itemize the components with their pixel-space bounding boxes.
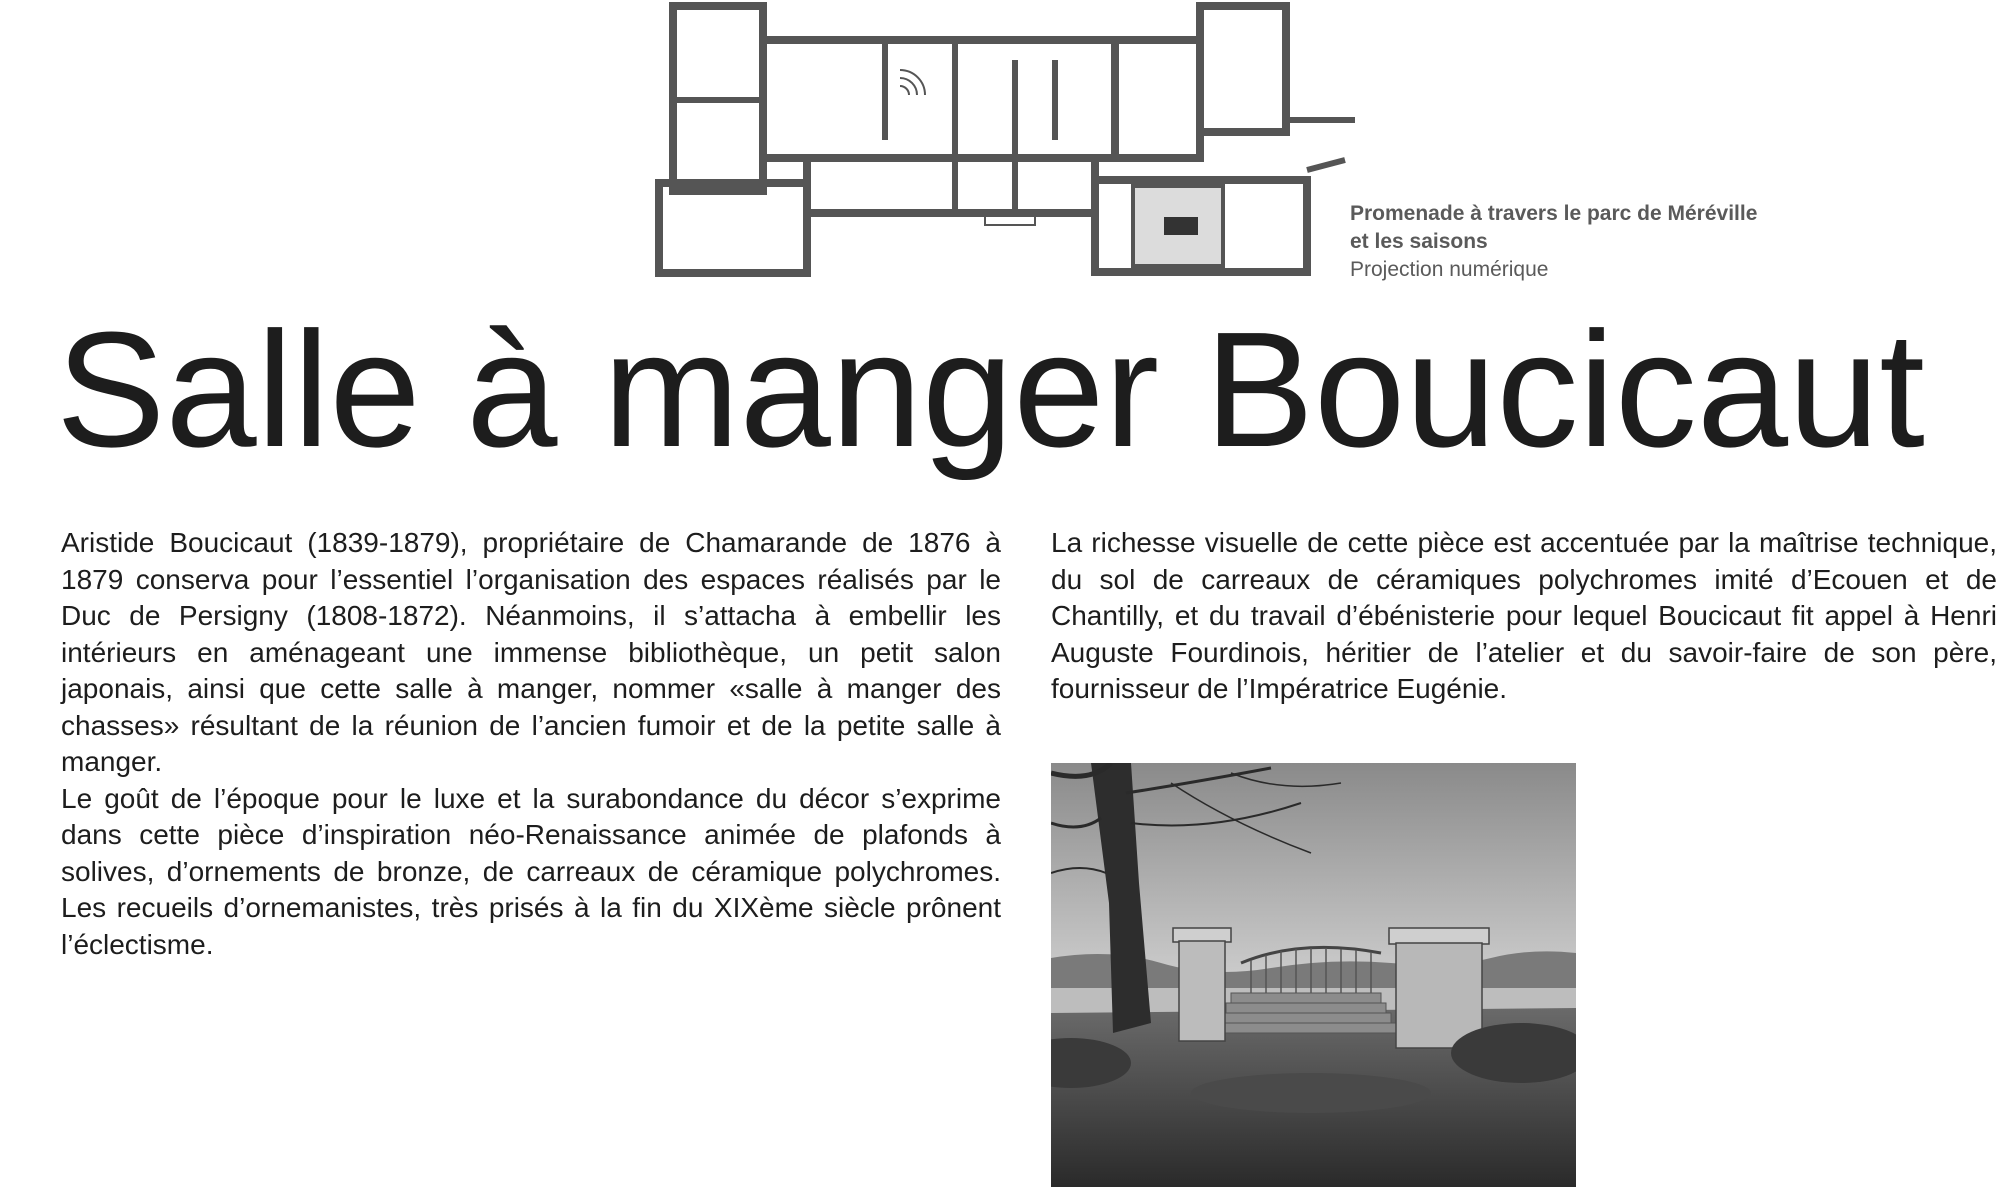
caption-title-line-2: et les saisons <box>1350 230 1488 253</box>
page-title: Salle à manger Boucicaut <box>56 298 1925 481</box>
floor-plan-image <box>655 0 1355 282</box>
caption-title-line-1: Promenade à travers le parc de Méréville <box>1350 202 1758 225</box>
caption-subtitle: Projection numérique <box>1350 258 1549 281</box>
left-paragraph-1: Aristide Boucicaut (1839-1879), propriétaire de Chamarande de 1876 à 1879 conserva pour l’essentiel l’organisation des espaces réalisés par le Duc de Persigny (1808-1872). Néanmoins, il s’attacha à embellir les intérieurs en aménageant une immense bibliothèque, un petit salon japonais, ainsi que cette salle à manger, nommer «salle à manger des chasses» résultant de la réunion de l’ancien fumoir et de la petite salle à manger. <box>61 527 1001 777</box>
right-paragraph-1: La richesse visuelle de cette pièce est accentuée par la maîtrise technique, du sol de carreaux de céramiques polychromes imité d’Ecouen et de Chantilly, et du travail d’ébénisterie pour lequel Boucicaut fit appel à Henri Auguste Fourdinois, héritier de l’atelier et du savoir-faire de son père, fournisseur de l’Impératrice Eugénie. <box>1051 527 1997 704</box>
right-text-column <box>1051 525 1997 708</box>
left-text-column <box>61 525 1001 963</box>
left-paragraph-2: Le goût de l’époque pour le luxe et la surabondance du décor s’exprime dans cette pièce d’inspiration néo-Renaissance animée de plafonds à solives, d’ornements de bronze, de carreaux de céramique polychromes. Les recueils d’ornemanistes, très prisés à la fin du XIXème siècle prônent l’éclectisme. <box>61 782 1001 960</box>
exhibit-caption <box>1350 200 1910 284</box>
park-bridge-photo <box>1051 763 1576 1187</box>
